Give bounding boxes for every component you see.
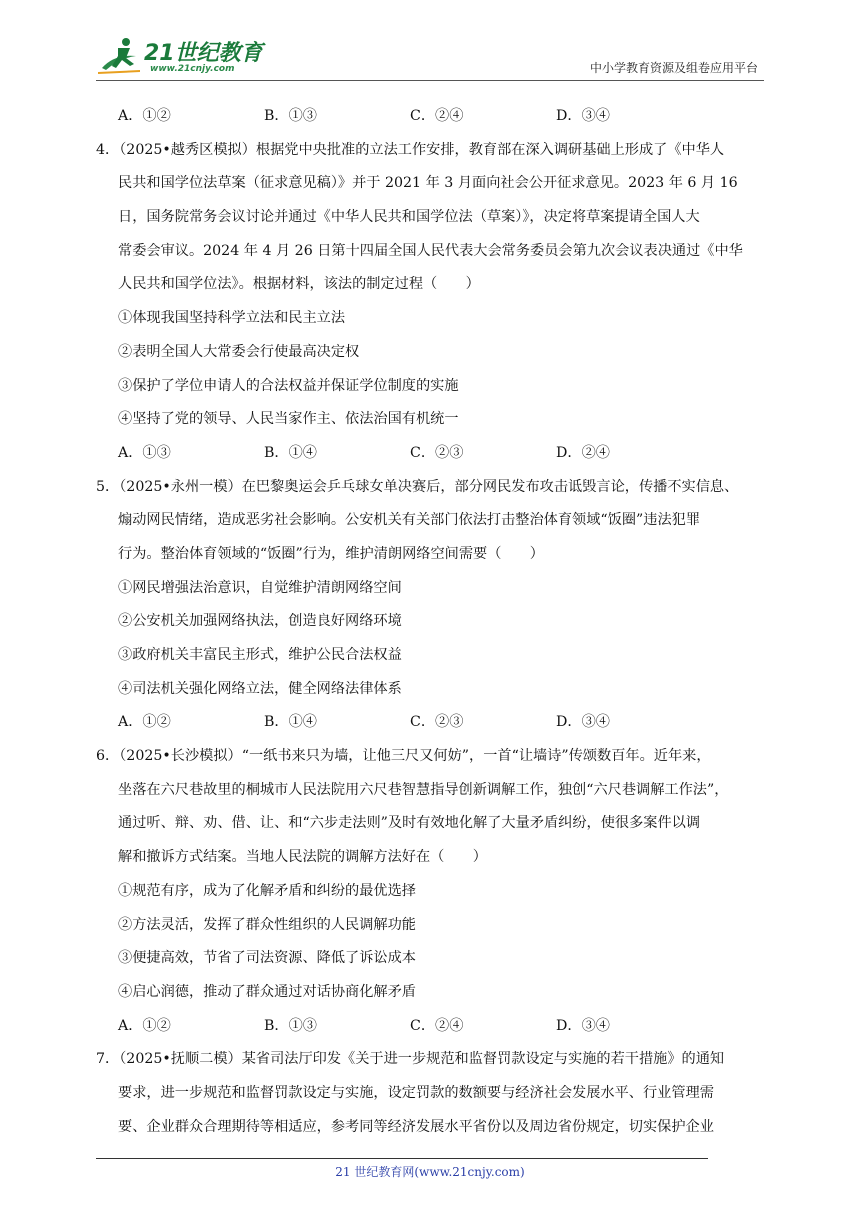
question-stem-line: 日，国务院常务会议讨论并通过《中华人民共和国学位法（草案）》，决定将草案提请全国人大 (118, 209, 700, 226)
question-4 (96, 134, 768, 471)
runner-icon (96, 34, 144, 78)
question-6 (96, 740, 768, 1043)
question-stem-line: 人民共和国学位法》。根据材料，该法的制定过程（ ） (118, 276, 480, 293)
question-stem-line: 5．（2025•永州一模）在巴黎奥运会乒乓球女单决赛后，部分网民发布攻击诋毁言论，传播不实信息、 (96, 478, 739, 495)
question-stem-line: 常委会审议。2024 年 4 月 26 日第十四届全国人民代表大会常务委员会第九次会议表决通过《中华 (118, 242, 743, 259)
brand-url: www.21cnjy.com (150, 64, 235, 74)
choice-b[interactable]: B．①④ (264, 714, 317, 731)
question-stem-line: 要、企业群众合理期待等相适应，参考同等经济发展水平省份以及周边省份规定，切实保护企业 (118, 1118, 714, 1135)
header-divider (96, 80, 764, 81)
choice-a[interactable]: A．①③ (118, 444, 171, 461)
choice-c[interactable]: C．②③ (410, 714, 464, 731)
statement-option: ②方法灵活，发挥了群众性组织的人民调解功能 (118, 916, 416, 933)
choice-a[interactable]: A．①② (118, 108, 171, 124)
choice-a[interactable]: A．①② (118, 1017, 171, 1034)
page-header (96, 28, 764, 80)
question-stem-line: 6．（2025•长沙模拟）“一纸书来只为墙，让他三尺又何妨”，一首“让墙诗”传颂数百年。近年来， (96, 748, 711, 765)
question-7 (96, 1043, 768, 1144)
choice-row (96, 1010, 768, 1044)
statement-option: ①体现我国坚持科学立法和民主立法 (118, 310, 346, 327)
choice-row (96, 437, 768, 471)
footer-divider (96, 1158, 708, 1159)
statement-option: ③政府机关丰富民主形式，维护公民合法权益 (118, 647, 402, 663)
choice-d[interactable]: D．②④ (556, 444, 610, 461)
choice-b[interactable]: B．①③ (264, 108, 317, 124)
statement-option: ②表明全国人大常委会行使最高决定权 (118, 343, 360, 360)
statement-option: ④启心润德，推动了群众通过对话协商化解矛盾 (118, 983, 416, 1000)
question-stem-line: 解和撤诉方式结案。当地人民法院的调解方法好在（ ） (118, 849, 487, 866)
platform-tagline: 中小学教育资源及组卷应用平台 (589, 61, 758, 75)
statement-option: ③保护了学位申请人的合法权益并保证学位制度的实施 (118, 377, 459, 394)
choice-d[interactable]: D．③④ (556, 108, 610, 124)
statement-option: ①规范有序，成为了化解矛盾和纠纷的最优选择 (118, 882, 416, 899)
question-stem-line: 行为。整治体育领域的“饭圈”行为，维护清朗网络空间需要（ ） (118, 545, 544, 562)
choice-c[interactable]: C．②④ (410, 1017, 464, 1034)
choice-c[interactable]: C．②③ (410, 444, 464, 461)
choice-b[interactable]: B．①④ (264, 444, 317, 461)
brand-logo[interactable] (96, 34, 296, 78)
choice-c[interactable]: C．②④ (410, 108, 464, 124)
choice-b[interactable]: B．①③ (264, 1017, 317, 1034)
question-stem-line: 4．（2025•越秀区模拟）根据党中央批准的立法工作安排，教育部在深入调研基础上形成了《中华人 (96, 141, 725, 158)
page-footer[interactable]: 21 世纪教育网(www.21cnjy.com) (335, 1165, 525, 1179)
choice-row (96, 706, 768, 740)
question-5 (96, 471, 768, 741)
choice-d[interactable]: D．③④ (556, 714, 610, 731)
choice-row-prev (96, 100, 768, 134)
question-stem-line: 7．（2025•抚顺二模）某省司法厅印发《关于进一步规范和监督罚款设定与实施的若干措施》的通知 (96, 1051, 725, 1068)
question-stem-line: 煽动网民情绪，造成恶劣社会影响。公安机关有关部门依法打击整治体育领域“饭圈”违法犯罪 (118, 512, 701, 529)
statement-option: ②公安机关加强网络执法，创造良好网络环境 (118, 613, 402, 630)
brand-name: 21世纪教育 (144, 41, 263, 66)
question-stem-line: 民共和国学位法草案（征求意见稿）》并于 2021 年 3 月面向社会公开征求意见。2023 年 6 月 16 (118, 175, 738, 192)
statement-option: ④司法机关强化网络立法，健全网络法律体系 (118, 680, 402, 697)
statement-option: ①网民增强法治意识，自觉维护清朗网络空间 (118, 579, 402, 596)
choice-a[interactable]: A．①② (118, 714, 171, 731)
exam-content (96, 100, 768, 1144)
question-stem-line: 坐落在六尺巷故里的桐城市人民法院用六尺巷智慧指导创新调解工作，独创“六尺巷调解工作法”， (118, 781, 729, 798)
question-stem-line: 要求，进一步规范和监督罚款设定与实施，设定罚款的数额要与经济社会发展水平、行业管理需 (118, 1084, 714, 1101)
statement-option: ④坚持了党的领导、人民当家作主、依法治国有机统一 (118, 411, 459, 428)
statement-option: ③便捷高效，节省了司法资源、降低了诉讼成本 (118, 950, 416, 967)
question-stem-line: 通过听、辩、劝、借、让、和“六步走法则”及时有效地化解了大量矛盾纠纷，使很多案件以调 (118, 815, 701, 832)
choice-d[interactable]: D．③④ (556, 1017, 610, 1034)
